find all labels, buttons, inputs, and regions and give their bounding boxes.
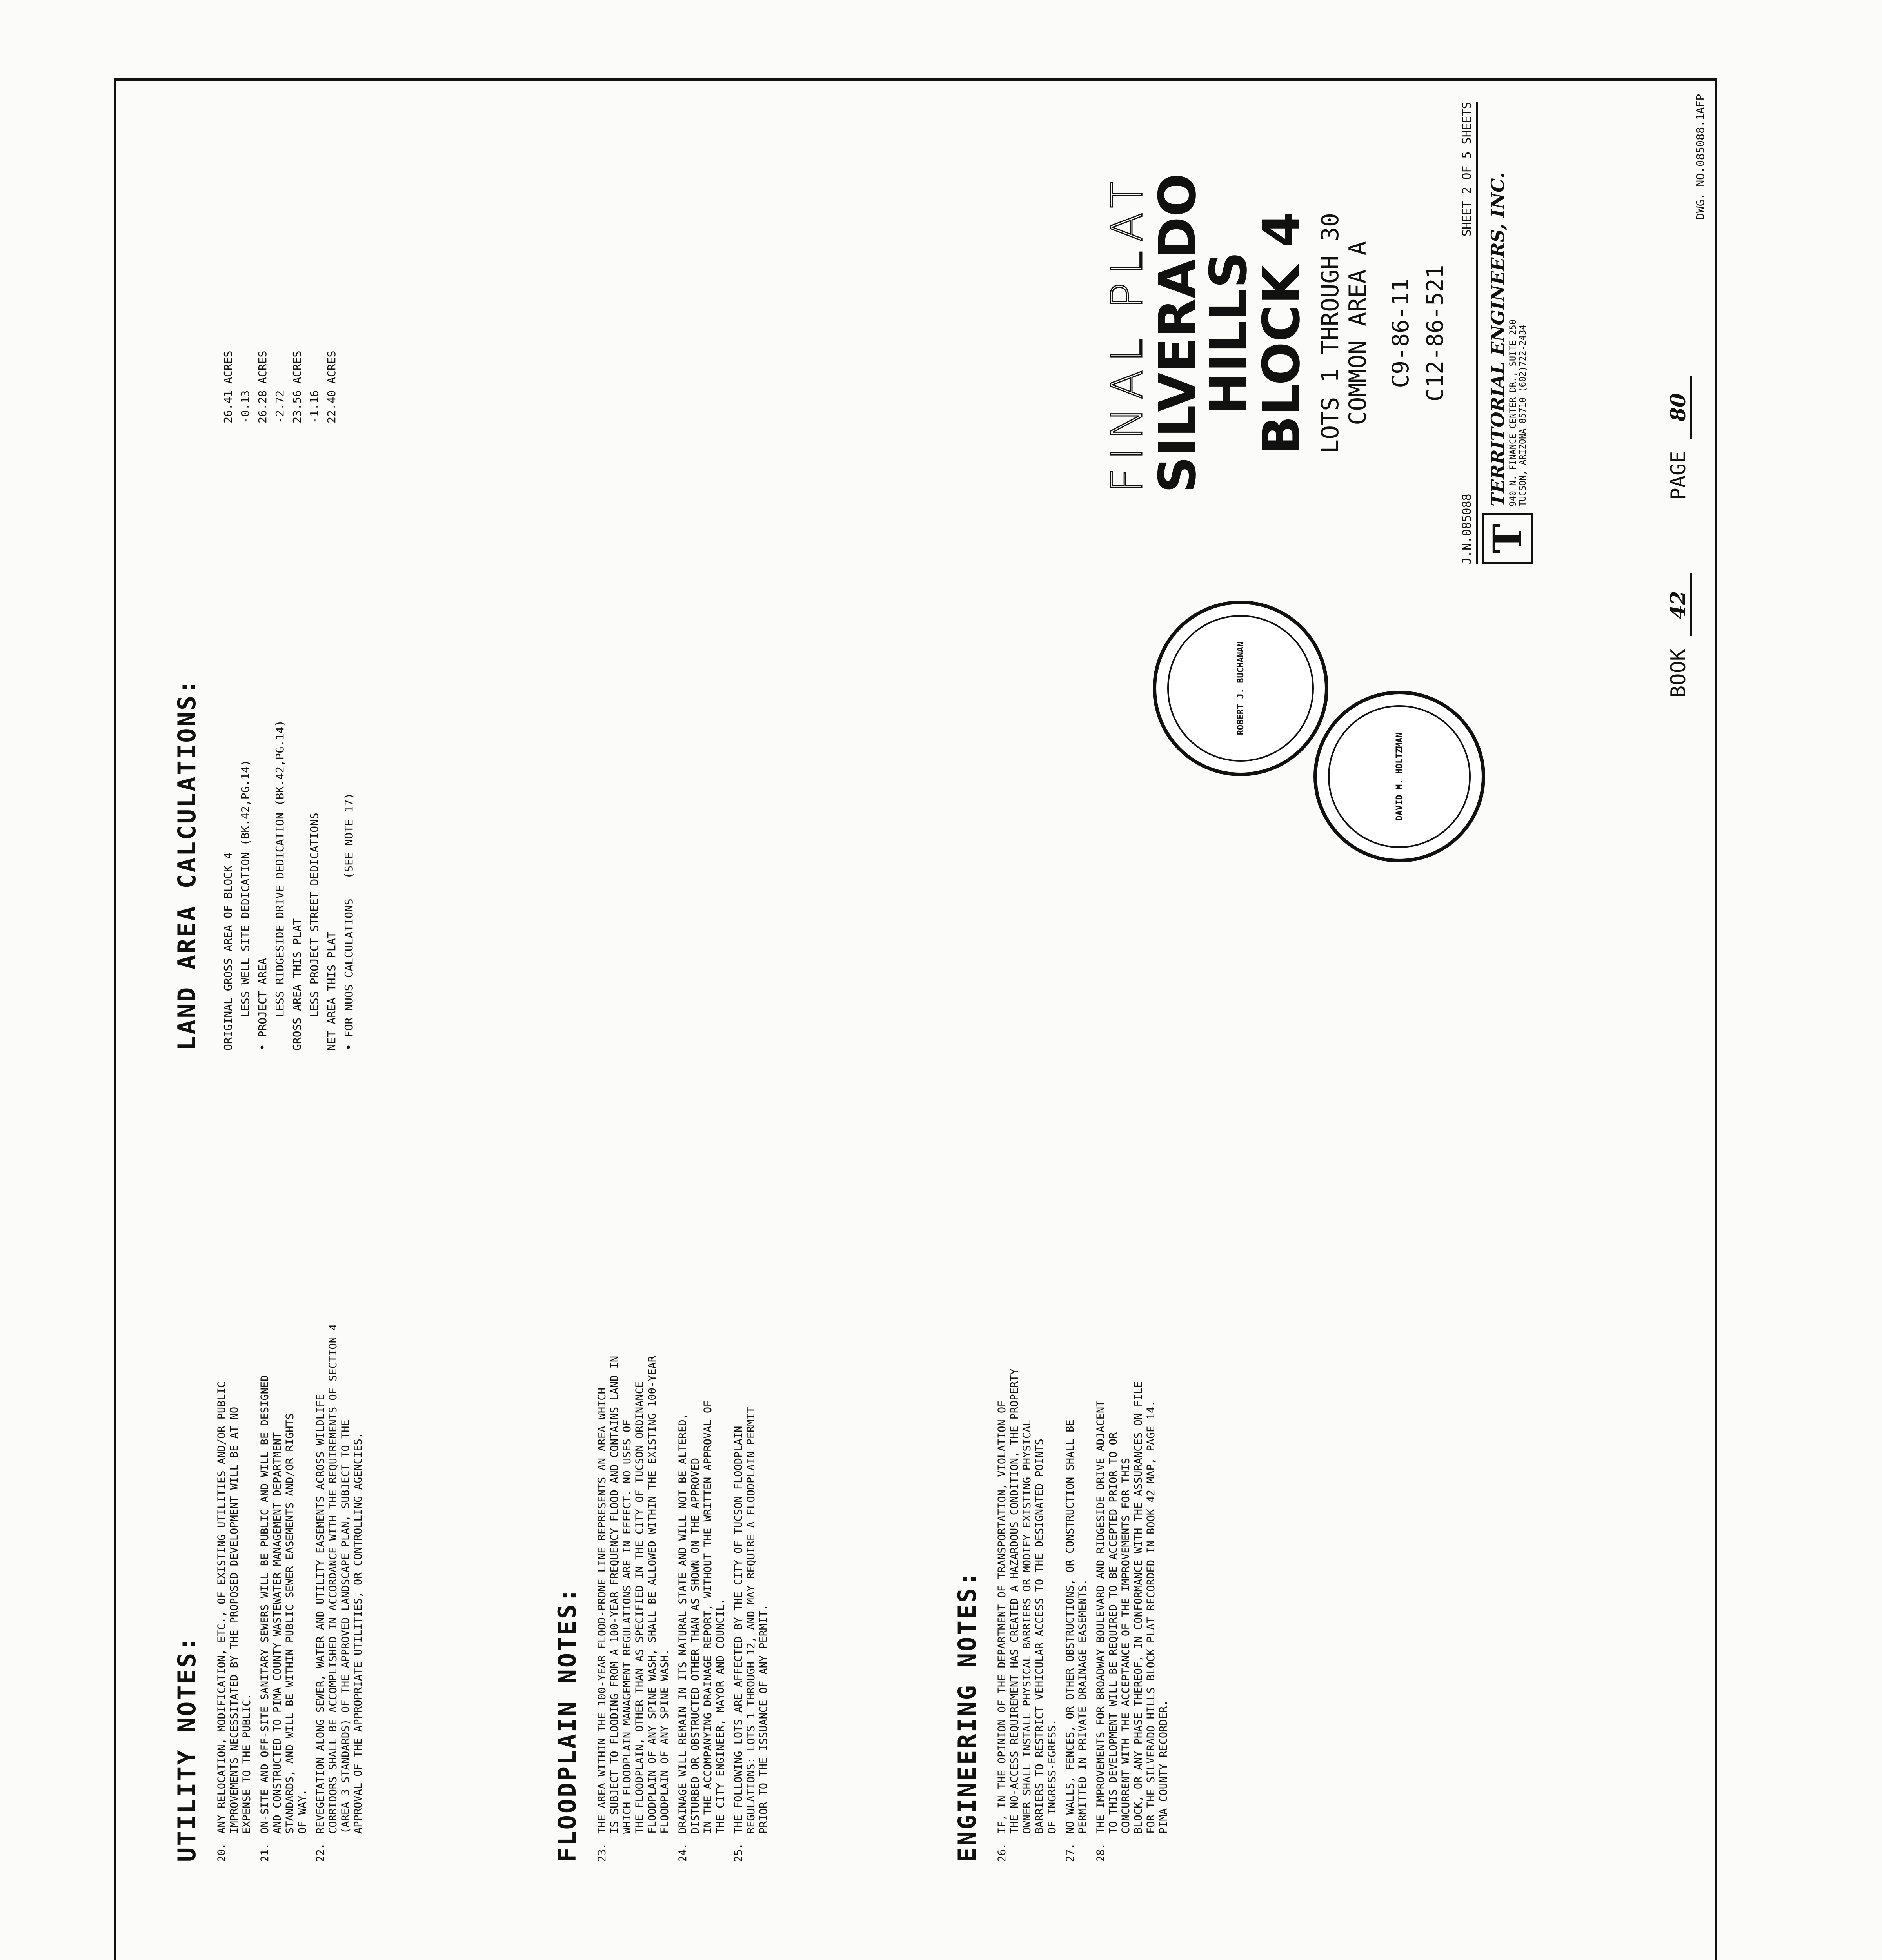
note-text bbox=[665, 1897, 703, 1960]
note-text bbox=[807, 1897, 819, 1960]
land-area-table bbox=[220, 345, 358, 1051]
note-number: 22. bbox=[314, 1843, 327, 1862]
note-item bbox=[252, 1897, 264, 1960]
firm-address: 940 N. FINANCE CENTER DR., SUITE 250 TUCSON, ARIZONA 85710 (602)722-2434 bbox=[1508, 319, 1528, 506]
note-item bbox=[1172, 1897, 1234, 1960]
engineering-notes-title: ENGINEERING NOTES: bbox=[953, 1570, 981, 1862]
note-text: THE FOLLOWING LOTS ARE AFFECTED BY THE CITY OF TUCSON FLOODPLAIN REGULATIONS: LOTS 1 THROUGH 12, AND MAY REQUIRE A FLOODPLAIN PERMIT PRIOR TO THE ISSUANCE OF ANY PERMIT. bbox=[732, 1406, 770, 1834]
note-number: 26. bbox=[996, 1843, 1008, 1862]
land-area-label: • FOR NUOS CALCULATIONS (SEE NOTE 17) bbox=[342, 793, 355, 1051]
book-label: BOOK bbox=[1667, 648, 1690, 698]
land-area-label: ORIGINAL GROSS AREA OF BLOCK 4 bbox=[222, 852, 234, 1051]
note-text bbox=[764, 1897, 801, 1960]
note-text: ANY RELOCATION, MODIFICATION, ETC., OF EXISTING UTILITIES AND/OR PUBLIC IMPROVEMENTS NECESSITATED BY THE PROPOSED DEVELOPMENT WILL BE AT NO EXPENSE TO THE PUBLIC. bbox=[216, 1381, 253, 1834]
note-text: DRAINAGE WILL REMAIN IN ITS NATURAL STATE AND WILL NOT BE ALTERED, DISTURBED OR OBSTRUCTED OTHER THAN AS SHOWN ON THE APPROVED IN THE ACCOMPANYING DRAINAGE REPORT, WITHOUT THE WRITTEN APPROVAL OF THE CITY ENGINEER, MAYOR AND COUNCIL. bbox=[677, 1400, 727, 1834]
note-item bbox=[216, 1098, 253, 1862]
land-area-row bbox=[237, 345, 254, 1051]
note-item bbox=[394, 1897, 419, 1960]
note-item bbox=[949, 1897, 1024, 1960]
note-text bbox=[252, 1897, 264, 1960]
note-text bbox=[505, 1897, 530, 1960]
note-text bbox=[622, 1897, 659, 1960]
note-text bbox=[1030, 1897, 1080, 1960]
page-value: 80 bbox=[1666, 376, 1692, 439]
land-area-value: 26.28 ACRES bbox=[256, 350, 269, 423]
note-text: NO WALLS, FENCES, OR OTHER OBSTRUCTIONS, OR CONSTRUCTION SHALL BE PERMITTED IN PRIVATE DRAINAGE EASEMENTS. bbox=[1064, 1419, 1089, 1834]
note-text bbox=[270, 1897, 332, 1960]
note-text bbox=[234, 1897, 246, 1960]
note-text bbox=[949, 1897, 1024, 1960]
note-item bbox=[1308, 1897, 1383, 1960]
land-area-value: -1.16 bbox=[308, 390, 321, 423]
book-page-bottom bbox=[1666, 376, 1692, 698]
land-area-value: -0.13 bbox=[239, 390, 252, 423]
land-area-row bbox=[271, 345, 289, 1051]
note-item bbox=[996, 1098, 1059, 1862]
note-item bbox=[807, 1897, 819, 1960]
note-item bbox=[505, 1897, 530, 1960]
firm-logo-icon: T bbox=[1482, 513, 1533, 564]
note-text bbox=[708, 1897, 758, 1960]
general-notes-list bbox=[216, 1897, 1389, 1960]
land-area-label: • PROJECT AREA bbox=[256, 958, 269, 1051]
note-text bbox=[338, 1897, 388, 1960]
title-block bbox=[1102, 102, 1533, 564]
note-text bbox=[1128, 1897, 1166, 1960]
note-text: REVEGETATION ALONG SEWER, WATER AND UTILITY EASEMENTS ACROSS WILDLIFE CORRIDORS SHALL BE ACCOMPLISHED IN ACCORDANCE WITH THE REQUIREMENTS OF SECTION 4 (AREA 3 STANDARDS) OF THE APPROVED LANDSCAPE PLAN, SUBJECT TO THE APPROVAL OF THE APPROPRIATE UTILITIES, OR CONTROLLING AGENCIES. bbox=[314, 1324, 364, 1834]
land-area-label: NET AREA THIS PLAT bbox=[325, 931, 338, 1051]
note-item bbox=[1240, 1897, 1303, 1960]
seal-name: ROBERT J. BUCHANAN bbox=[1167, 615, 1314, 762]
note-item bbox=[708, 1897, 758, 1960]
surveyor-seal bbox=[1313, 691, 1485, 862]
land-area-row bbox=[220, 345, 237, 1051]
note-text bbox=[216, 1897, 228, 1960]
note-item bbox=[1128, 1897, 1166, 1960]
engineering-notes-list bbox=[996, 1098, 1175, 1862]
note-item bbox=[622, 1897, 659, 1960]
case-number-1: C9-86-11 bbox=[1387, 278, 1414, 388]
note-text bbox=[1085, 1897, 1123, 1960]
land-area-value: 22.40 ACRES bbox=[325, 350, 338, 423]
note-item bbox=[677, 1098, 727, 1862]
firm-name: TERRITORIAL ENGINEERS, INC. bbox=[1487, 172, 1508, 506]
land-area-value: 23.56 ACRES bbox=[291, 350, 303, 423]
note-item bbox=[1095, 1098, 1170, 1862]
case-number-2: C12-86-521 bbox=[1422, 265, 1448, 402]
note-number: 21. bbox=[259, 1843, 271, 1862]
note-item bbox=[259, 1098, 309, 1862]
note-text: THE IMPROVEMENTS FOR BROADWAY BOULEVARD AND RIDGESIDE DRIVE ADJACENT TO THIS DEVELOPMENT WILL BE REQUIRED TO BE ACCEPTED PRIOR TO OR CONCURRENT WITH THE ACCEPTANCE OF THE IMPROVEMENTS FOR THIS BLOCK, OR ANY PHASE THEREOF, IN CONFORMANCE WITH THE ASSURANCES ON FILE FOR THE SILVERADO HILLS BLOCK PLAT RECORDED IN BOOK 42 MAP, PAGE 14. PIMA COUNTY RECORDER. bbox=[1095, 1381, 1170, 1834]
land-area-row bbox=[254, 345, 271, 1051]
land-area-value: 26.41 ACRES bbox=[222, 350, 234, 423]
note-text bbox=[881, 1897, 943, 1960]
page-label: PAGE bbox=[1667, 451, 1690, 500]
land-area-title: LAND AREA CALCULATIONS: bbox=[173, 678, 201, 1051]
common-area: COMMON AREA A bbox=[1344, 241, 1372, 425]
note-item bbox=[338, 1897, 388, 1960]
utility-notes-list bbox=[216, 1098, 370, 1862]
note-text bbox=[424, 1897, 500, 1960]
note-item bbox=[314, 1098, 365, 1862]
note-item bbox=[424, 1897, 500, 1960]
land-area-label: GROSS AREA THIS PLAT bbox=[291, 918, 303, 1051]
land-area-label: LESS PROJECT STREET DEDICATIONS bbox=[308, 813, 321, 1051]
block-name: BLOCK 4 bbox=[1252, 212, 1311, 455]
land-area-row bbox=[289, 345, 306, 1051]
sheet-number: SHEET 2 OF 5 SHEETS bbox=[1460, 102, 1474, 237]
land-area-value: -2.72 bbox=[273, 390, 286, 423]
drawing-number: DWG. NO.085088.1AFP bbox=[1694, 94, 1707, 220]
note-item bbox=[579, 1897, 616, 1960]
note-text bbox=[536, 1897, 573, 1960]
note-number: 20. bbox=[216, 1843, 228, 1862]
note-text bbox=[394, 1897, 419, 1960]
note-text: IF, IN THE OPINION OF THE DEPARTMENT OF TRANSPORTATION, VIOLATION OF THE NO-ACCESS REQUIREMENT HAS CREATED A HAZARDOUS CONDITION, THE PROPERTY OWNER SHALL INSTALL PHYSICAL BARRIERS OR MODIFY EXISTING PHYSICAL BARRIERS TO RESTRICT VEHICULAR ACCESS TO THE DESIGNATED POINTS OF INGRESS-EGRESS. bbox=[996, 1368, 1058, 1834]
note-text bbox=[1240, 1897, 1303, 1960]
project-name: SILVERADO HILLS bbox=[1148, 173, 1258, 493]
seal-name: DAVID M. HOLTZMAN bbox=[1328, 705, 1471, 848]
note-text bbox=[1308, 1897, 1383, 1960]
land-area-label: LESS RIDGESIDE DRIVE DEDICATION (BK.42,PG.14) bbox=[273, 720, 286, 1051]
book-value: 42 bbox=[1666, 573, 1692, 636]
note-item bbox=[216, 1897, 228, 1960]
note-number: 24. bbox=[677, 1843, 689, 1862]
plat-sheet-rotated bbox=[114, 78, 1717, 1960]
job-number: J.N.085088 bbox=[1460, 494, 1474, 564]
note-item bbox=[825, 1897, 875, 1960]
note-item bbox=[665, 1897, 703, 1960]
land-area-value bbox=[340, 345, 358, 423]
note-text: ON-SITE AND OFF-SITE SANITARY SEWERS WILL BE PUBLIC AND WILL BE DESIGNED AND CONSTRUCTED TO PIMA COUNTY WASTEWATER MANAGEMENT DEPARTMENT STANDARDS, AND WILL BE WITHIN PUBLIC SEWER EASEMENTS AND/OR RIGHTS OF WAY. bbox=[259, 1375, 309, 1834]
note-item bbox=[881, 1897, 943, 1960]
land-area-label: LESS WELL SITE DEDICATION (BK.42,PG.14) bbox=[239, 760, 252, 1051]
floodplain-notes-list bbox=[596, 1098, 776, 1862]
note-item bbox=[1085, 1897, 1123, 1960]
land-area-row bbox=[340, 345, 358, 1051]
final-plat-label: FINAL PLAT bbox=[1102, 174, 1152, 493]
note-number: 23. bbox=[596, 1843, 608, 1862]
note-item bbox=[764, 1897, 801, 1960]
note-item bbox=[234, 1897, 246, 1960]
note-number: 25. bbox=[732, 1843, 745, 1862]
lots-range: LOTS 1 THROUGH 30 bbox=[1317, 212, 1344, 454]
note-item bbox=[732, 1098, 770, 1862]
land-area-row bbox=[323, 345, 340, 1051]
utility-notes-title: UTILITY NOTES: bbox=[173, 1635, 201, 1862]
floodplain-notes-title: FLOODPLAIN NOTES: bbox=[553, 1586, 581, 1862]
note-item bbox=[270, 1897, 332, 1960]
engineer-seal bbox=[1153, 601, 1328, 776]
note-item bbox=[1030, 1897, 1080, 1960]
note-number: 28. bbox=[1095, 1843, 1107, 1862]
note-text bbox=[579, 1897, 616, 1960]
note-item bbox=[536, 1897, 573, 1960]
note-item bbox=[1064, 1098, 1089, 1862]
note-text: THE AREA WITHIN THE 100-YEAR FLOOD-PRONE LINE REPRESENTS AN AREA WHICH IS SUBJECT TO FLOODING FROM A 100-YEAR FREQUENCY FLOOD AND CONTAINS LAND IN WHICH FLOODPLAIN MANAGEMENT REGULATIONS ARE IN EFFECT. NO USES OF THE FLOODPLAIN, OTHER THAN AS SPECIFIED IN THE CITY OF TUCSON ORDINANCE FLOODPLAIN OF ANY SPINE WASH, SHALL BE ALLOWED WITHIN THE EXISTING 100-YEAR FLOODPLAIN OF ANY SPINE WASH. bbox=[596, 1356, 671, 1834]
note-number: 27. bbox=[1064, 1843, 1076, 1862]
land-area-row bbox=[306, 345, 323, 1051]
note-item bbox=[596, 1098, 671, 1862]
note-text bbox=[1172, 1897, 1234, 1960]
note-text bbox=[825, 1897, 875, 1960]
